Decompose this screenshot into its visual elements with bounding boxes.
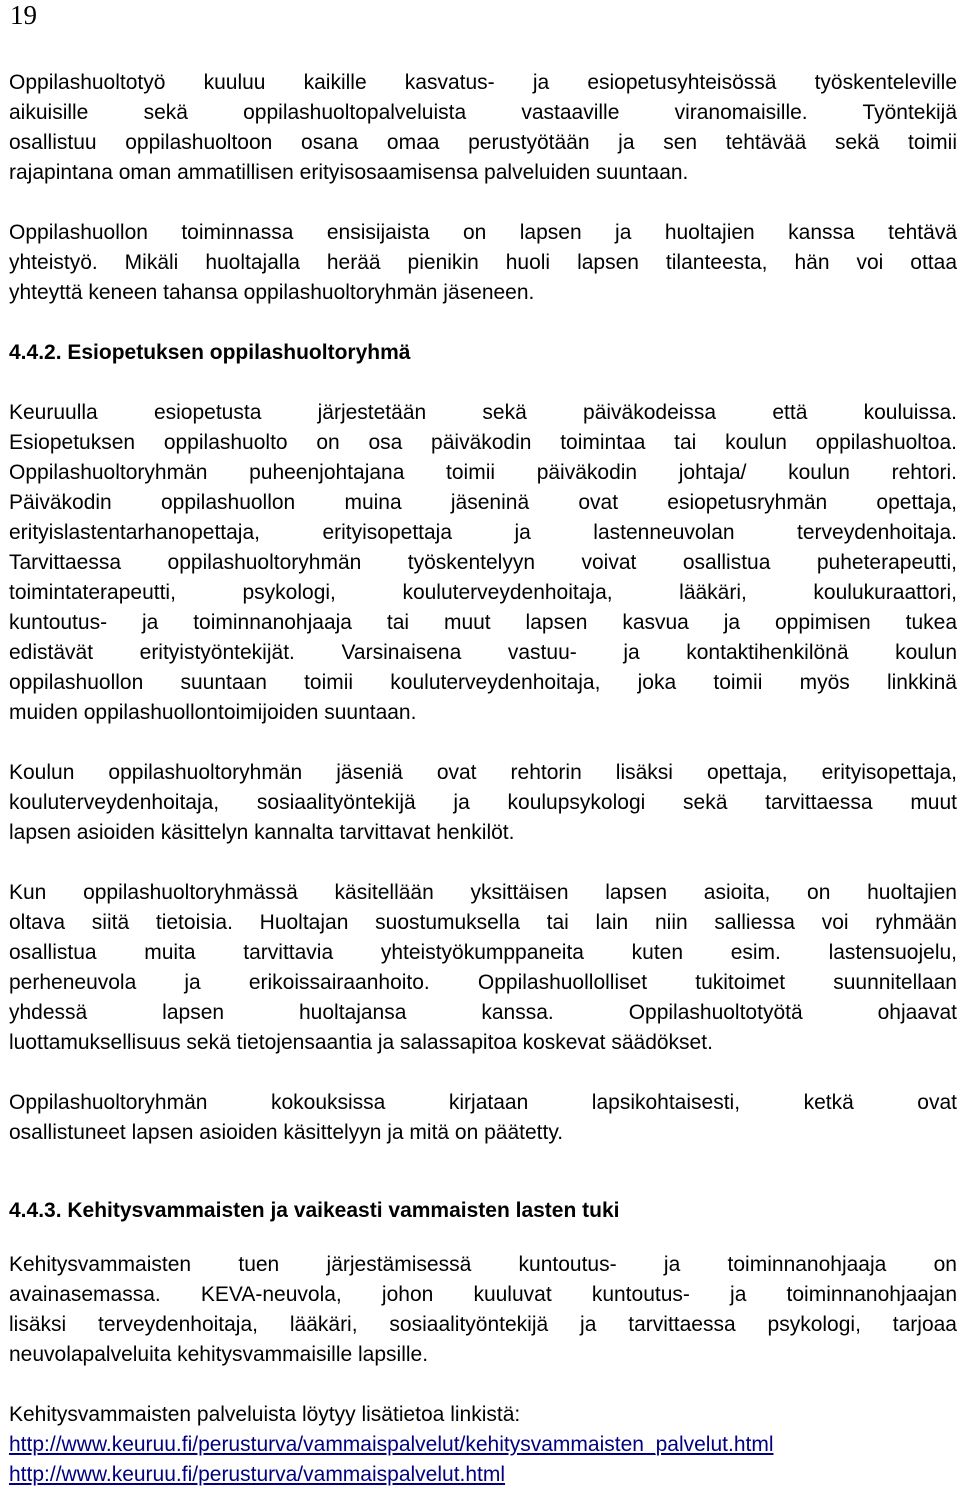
text-line: Tarvittaessa oppilashuoltoryhmän työskentelyyn voivat osallistua puheterapeutti, xyxy=(9,551,957,574)
paragraph-links-intro: Kehitysvammaisten palveluista löytyy lisätietoa linkistä: xyxy=(9,1403,521,1426)
text-line: Koulun oppilashuoltoryhmän jäseniä ovat rehtorin lisäksi opettaja, erityisopettaja, xyxy=(9,761,957,784)
text-line: Oppilashuollon toiminnassa ensisijaista on lapsen ja huoltajien kanssa tehtävä xyxy=(9,221,957,244)
text-line: osallistua muita tarvittavia yhteistyökumppaneita kuten esim. lastensuojelu, xyxy=(9,941,957,964)
paragraph-huoltajat xyxy=(9,878,957,1058)
text-line: rajapintana oman ammatillisen erityisosaamisensa palveluiden suuntaan. xyxy=(9,161,689,184)
text-line: oltava siitä tietoisia. Huoltajan suostumuksella tai lain niin salliessa voi ryhmään xyxy=(9,911,957,934)
page-number: 19 xyxy=(10,0,37,30)
text-line: erityislastentarhanopettaja, erityisopettaja ja lastenneuvolan terveydenhoitaja. xyxy=(9,521,957,544)
paragraph-yhteistyo xyxy=(9,218,957,308)
paragraph-esiopetus xyxy=(9,398,957,728)
section-heading-4-4-3: 4.4.3. Kehitysvammaisten ja vaikeasti vammaisten lasten tuki xyxy=(9,1199,620,1222)
paragraph-kehitysvammaiset xyxy=(9,1250,957,1370)
text-line: Kehitysvammaisten tuen järjestämisessä kuntoutus- ja toiminnanohjaaja on xyxy=(9,1253,957,1276)
text-line: perheneuvola ja erikoissairaanhoito. Oppilashuollolliset tukitoimet suunnitellaan xyxy=(9,971,957,994)
text-line: lisäksi terveydenhoitaja, lääkäri, sosiaalityöntekijä ja tarvittaessa psykologi, tarjoaa xyxy=(9,1313,957,1336)
text-line: kouluterveydenhoitaja, sosiaalityöntekijä ja koulupsykologi sekä tarvittaessa muut xyxy=(9,791,957,814)
text-line: osallistuneet lapsen asioiden käsittelyyn ja mitä on päätetty. xyxy=(9,1121,564,1144)
link-kehitysvammaisten-palvelut[interactable]: http://www.keuruu.fi/perusturva/vammaispalvelut/kehitysvammaisten_palvelut.html xyxy=(9,1433,774,1456)
text-line: kuntoutus- ja toiminnanohjaaja tai muut lapsen kasvua ja oppimisen tukea xyxy=(9,611,957,634)
text-line: osallistuu oppilashuoltoon osana omaa perustyötään ja sen tehtävää sekä toimii xyxy=(9,131,957,154)
text-line: Päiväkodin oppilashuollon muina jäseninä ovat esiopetusryhmän opettaja, xyxy=(9,491,957,514)
text-line: yhteyttä keneen tahansa oppilashuoltoryhmän jäseneen. xyxy=(9,281,535,304)
text-line: oppilashuollon suuntaan toimii kouluterveydenhoitaja, joka toimii myös linkkinä xyxy=(9,671,957,694)
text-line: Oppilashuoltotyö kuuluu kaikille kasvatus- ja esiopetusyhteisössä työskenteleville xyxy=(9,71,957,94)
text-line: Keuruulla esiopetusta järjestetään sekä päiväkodeissa että kouluissa. xyxy=(9,401,957,424)
paragraph-kirjaaminen xyxy=(9,1088,957,1148)
text-line: neuvolapalveluita kehitysvammaisille lapsille. xyxy=(9,1343,429,1366)
text-line: yhteistyö. Mikäli huoltajalla herää pienikin huoli lapsen tilanteesta, hän voi ottaa xyxy=(9,251,957,274)
text-line: Oppilashuoltoryhmän puheenjohtajana toimii päiväkodin johtaja/ koulun rehtori. xyxy=(9,461,957,484)
text-line: muiden oppilashuollontoimijoiden suuntaan. xyxy=(9,701,417,724)
text-line: Oppilashuoltoryhmän kokouksissa kirjataan lapsikohtaisesti, ketkä ovat xyxy=(9,1091,957,1114)
text-line: edistävät erityistyöntekijät. Varsinaisena vastuu- ja kontaktihenkilönä koulun xyxy=(9,641,957,664)
text-line: avainasemassa. KEVA-neuvola, johon kuuluvat kuntoutus- ja toiminnanohjaajan xyxy=(9,1283,957,1306)
paragraph-koulun-ryhma xyxy=(9,758,957,848)
section-heading-4-4-2: 4.4.2. Esiopetuksen oppilashuoltoryhmä xyxy=(9,341,411,364)
text-line: lapsen asioiden käsittelyn kannalta tarvittavat henkilöt. xyxy=(9,821,515,844)
text-line: toimintaterapeutti, psykologi, kouluterveydenhoitaja, lääkäri, koulukuraattori, xyxy=(9,581,957,604)
text-line: Esiopetuksen oppilashuolto on osa päiväkodin toimintaa tai koulun oppilashuoltoa. xyxy=(9,431,957,454)
text-line: yhdessä lapsen huoltajansa kanssa. Oppilashuoltotyötä ohjaavat xyxy=(9,1001,957,1024)
link-vammaispalvelut[interactable]: http://www.keuruu.fi/perusturva/vammaispalvelut.html xyxy=(9,1463,506,1486)
text-line: aikuisille sekä oppilashuoltopalveluista vastaaville viranomaisille. Työntekijä xyxy=(9,101,957,124)
text-line: Kun oppilashuoltoryhmässä käsitellään yksittäisen lapsen asioita, on huoltajien xyxy=(9,881,957,904)
text-line: luottamuksellisuus sekä tietojensaantia ja salassapitoa koskevat säädökset. xyxy=(9,1031,713,1054)
paragraph-oppilashuoltotyo xyxy=(9,68,957,188)
document-body xyxy=(9,68,957,1490)
